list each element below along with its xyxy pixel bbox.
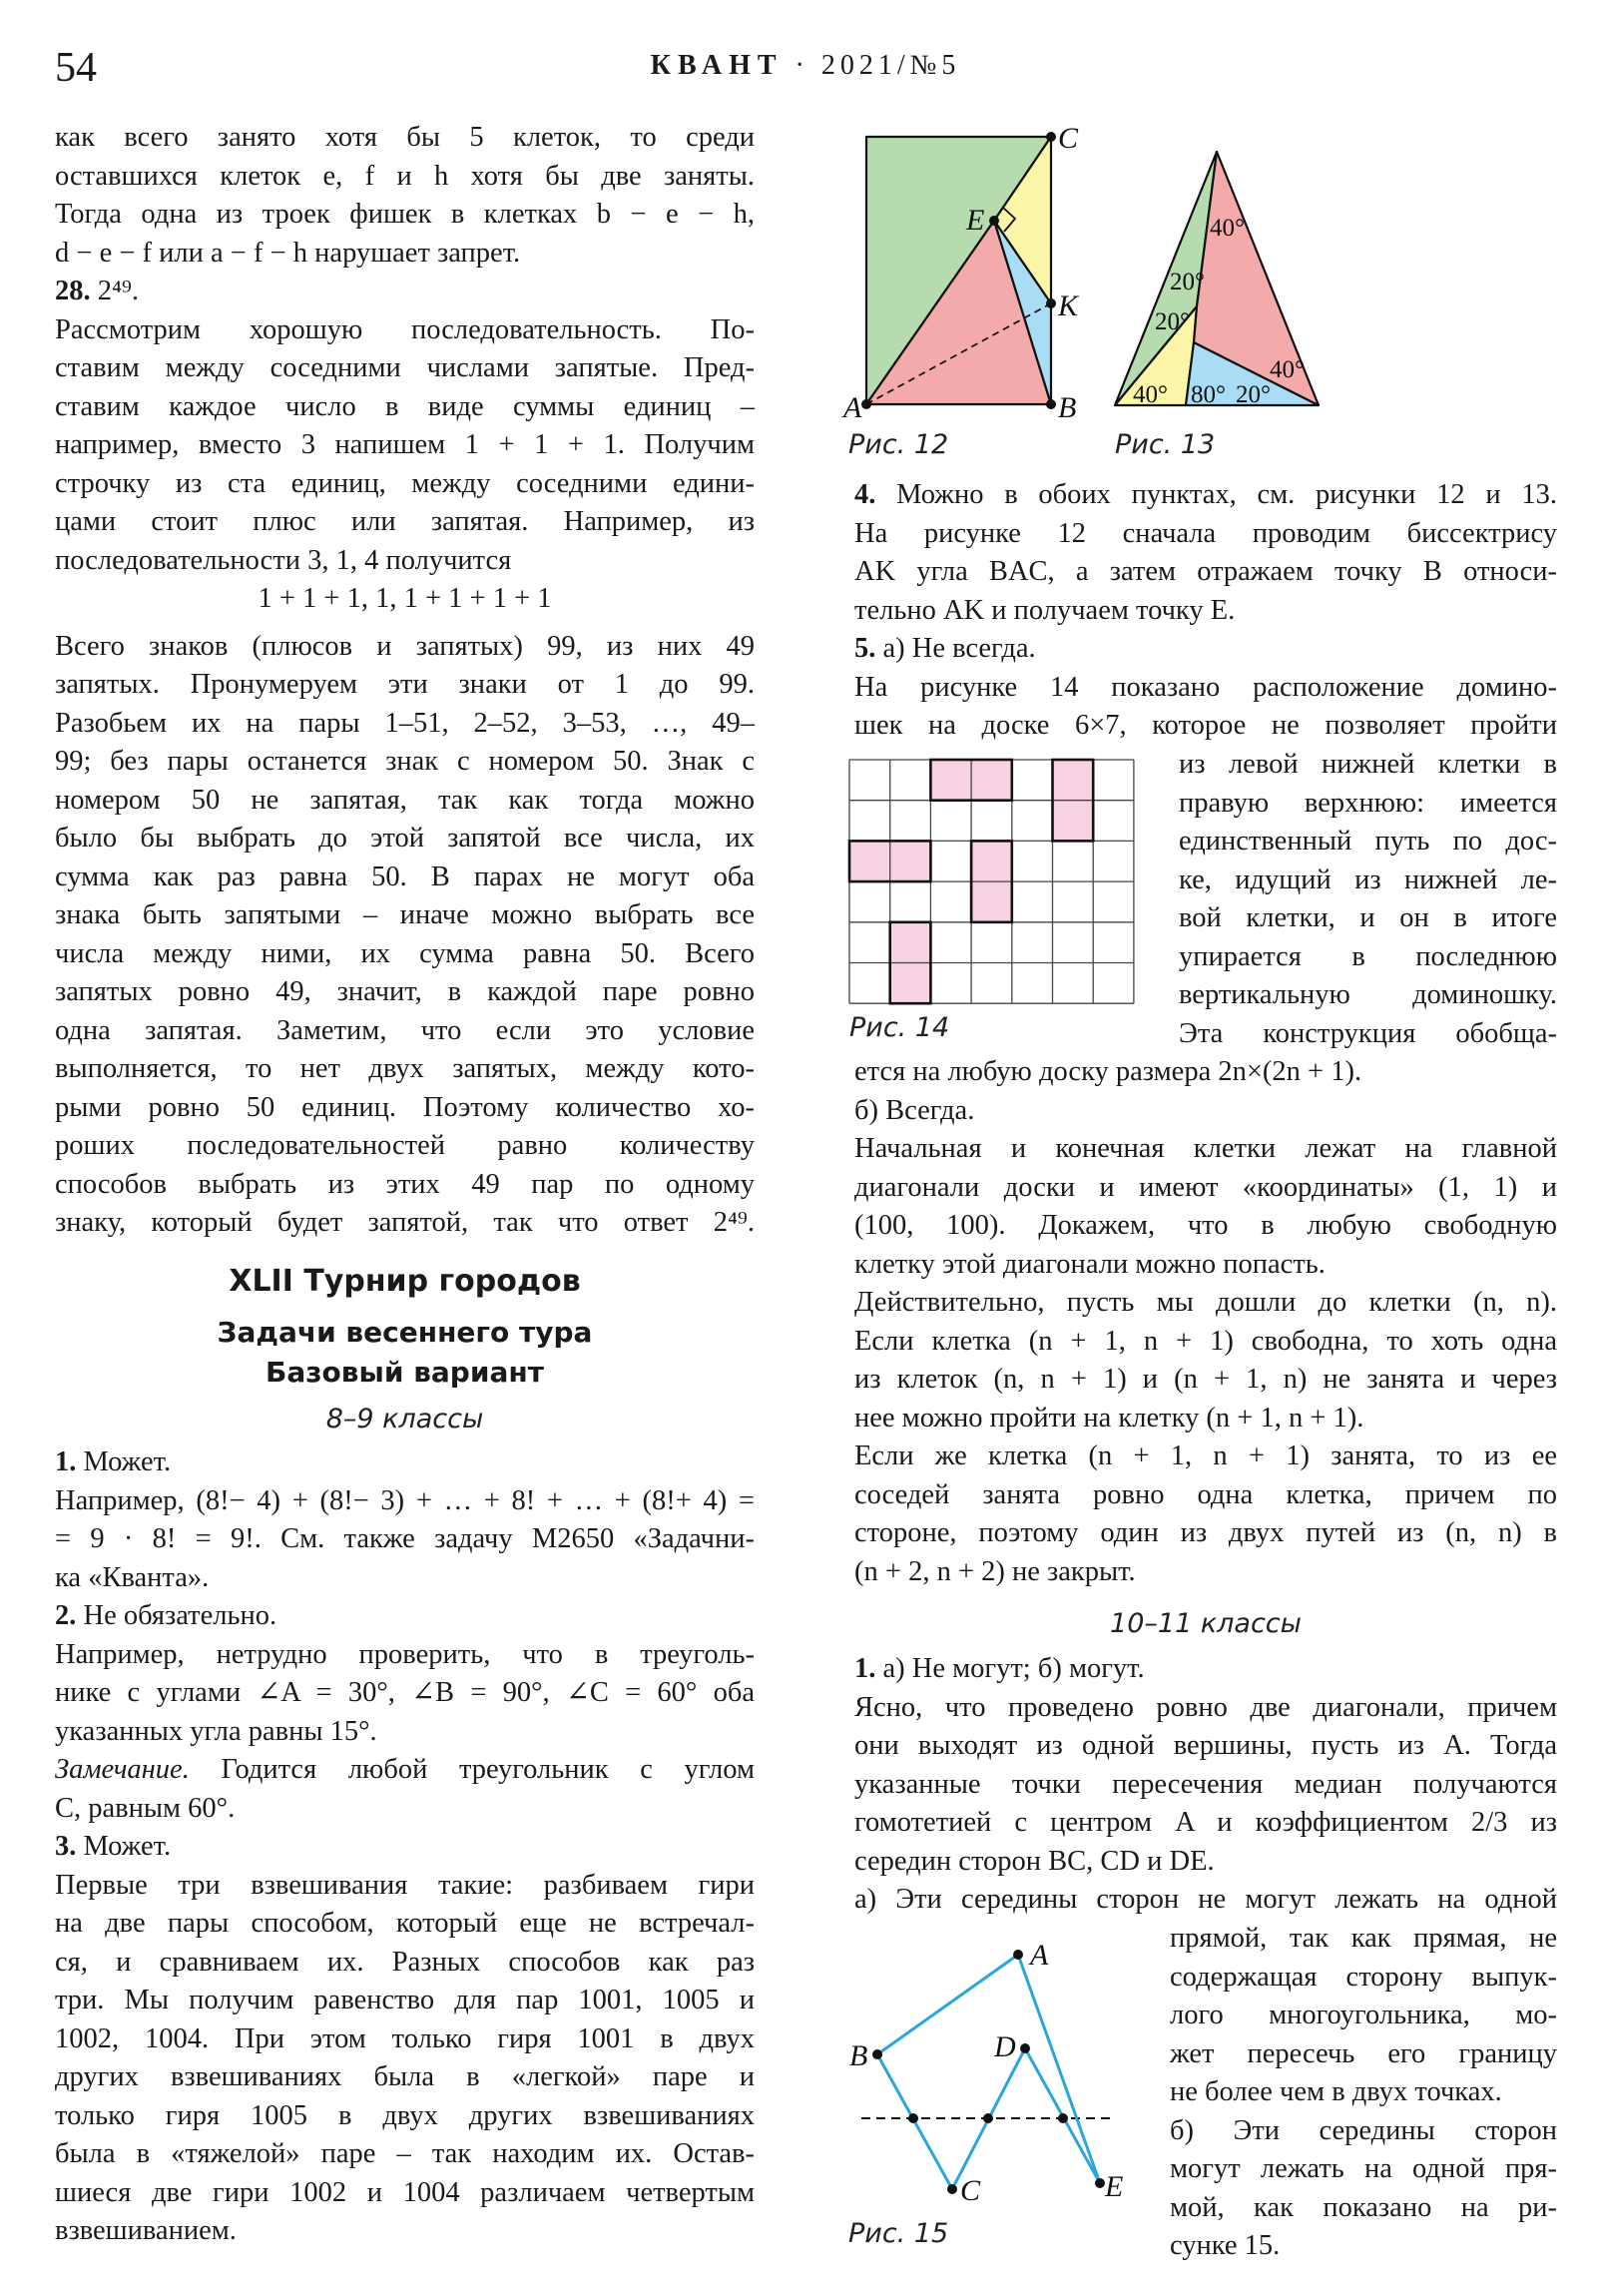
line-text: диагонали доски и имеют «координаты» (1, 1) и <box>854 1171 1557 1203</box>
fig15-polygon <box>877 1955 1100 2189</box>
line-text: нике с углами ∠A = 30°, ∠B = 90°, ∠C = 60° оба <box>55 1677 755 1708</box>
magazine-name: КВАНТ <box>650 50 784 81</box>
item-number: 1. <box>854 1653 876 1684</box>
line-text: клетку этой диагонали можно попасть. <box>854 1248 1326 1280</box>
line-text: C, равным 60°. <box>55 1792 236 1824</box>
line-text: а) Не могут; б) могут. <box>875 1653 1145 1684</box>
line-text: правую верхнюю: имеется <box>1179 787 1557 819</box>
line-text: знака быть запятыми – иначе можно выбрать все <box>55 899 755 930</box>
line-text: последовательности 3, 1, 4 получится <box>55 544 512 576</box>
line-text: б) Эти середины сторон <box>1170 2114 1557 2146</box>
figure-15 <box>849 1939 1123 2207</box>
line-text: цами стоит плюс или запятая. Например, из <box>55 506 755 537</box>
point-b <box>872 2049 882 2059</box>
line-text: упирается в последнюю <box>1179 940 1557 972</box>
line-text: На рисунке 14 показано расположение домино- <box>854 671 1557 703</box>
item-number: 1. <box>55 1446 77 1477</box>
line-text: оставшихся клеток e, f и h хотя бы две заняты. <box>55 160 755 192</box>
item-number: 28. <box>55 276 91 306</box>
line-text: На рисунке 12 сначала проводим биссектрису <box>854 517 1557 549</box>
line-text: Если же клетка (n + 1, n + 1) занята, то из ее <box>854 1440 1557 1471</box>
issue-number: · 2021/№5 <box>795 50 961 81</box>
line-text: ставим между соседними числами запятые. Пред- <box>55 352 755 383</box>
line-text: Действительно, пусть мы дошли до клетки (n, n). <box>854 1287 1557 1318</box>
line-text: а) Эти середины сторон не могут лежать на одной <box>854 1884 1557 1915</box>
line-text: AK угла BAC, а затем отражаем точку B относи- <box>854 556 1557 587</box>
label-a: A <box>843 391 862 424</box>
line-text: вертикальную доминошку. <box>1179 979 1557 1010</box>
line-text: Разобьем их на пары 1–51, 2–52, 3–53, …, 49– <box>55 707 755 739</box>
midpoint-dot <box>908 2113 918 2123</box>
line-text: гомотетией с центром A и коэффициентом 2/3 из <box>854 1807 1557 1838</box>
figure-13-caption: Рис. 13 <box>1115 429 1216 460</box>
label-e: E <box>966 204 985 237</box>
point-c <box>1046 132 1056 142</box>
remark-label: Замечание. <box>55 1754 190 1785</box>
line-text: запятых ровно 49, значит, в каждой паре ровно <box>55 976 755 1007</box>
label-b: B <box>849 2039 868 2072</box>
line-text: из левой нижней клетки в <box>1179 749 1557 780</box>
line-text: d − e − f или a − f − h нарушает запрет. <box>55 237 521 269</box>
label-e: E <box>1105 2170 1124 2203</box>
line-text: способов выбрать из этих 49 пар по одному <box>55 1168 755 1200</box>
line-text: Ясно, что проведено ровно две диагонали, причем <box>854 1691 1557 1723</box>
item-number: 5. <box>854 633 876 664</box>
line-text: из клеток (n, n + 1) и (n + 1, n) не занята и через <box>854 1364 1557 1395</box>
line-text: = 9 · 8! = 9!. См. также задачу М2650 «Задачни- <box>55 1523 755 1554</box>
section-title: XLII Турнир городов <box>229 1264 581 1299</box>
line-text: Первые три взвешивания такие: разбиваем гири <box>55 1869 755 1901</box>
section-variant: Базовый вариант <box>266 1356 544 1389</box>
line-text: на две пары способом, который еще не встречал- <box>55 1908 755 1939</box>
line-text: Можно в обоих пунктах, см. рисунки 12 и 13. <box>875 479 1557 510</box>
line-text: указанные точки пересечения медиан получаются <box>854 1768 1557 1800</box>
line-text: а) Не всегда. <box>875 633 1036 664</box>
figure-14-domino-board <box>849 760 1134 1003</box>
line-text: б) Всегда. <box>854 1094 975 1126</box>
line-text: середин сторон BC, CD и DE. <box>854 1845 1215 1877</box>
line-text: например, вместо 3 напишем 1 + 1 + 1. Получим <box>55 429 755 460</box>
line-text: других взвешиваниях была в «легкой» паре и <box>55 2061 755 2092</box>
line-text: числа между ними, их сумма равна 50. Всего <box>55 937 755 969</box>
line-text: ке, идущий из нижней ле- <box>1179 863 1557 895</box>
label-c: C <box>960 2174 981 2207</box>
line-text: номером 50 не запятая, так как тогда можно <box>55 784 755 816</box>
line-text: знаку, который будет запятой, так что ответ 2⁴⁹. <box>55 1207 755 1238</box>
line-text: Например, (8!− 4) + (8!− 3) + … + 8! + … + (8!+ 4) = <box>55 1484 755 1516</box>
line-text: Начальная и конечная клетки лежат на главной <box>854 1133 1557 1164</box>
angle-label: 20° <box>1170 269 1205 295</box>
point-c <box>947 2184 957 2194</box>
angle-label: 20° <box>1236 381 1271 408</box>
line-text: нее можно пройти на клетку (n + 1, n + 1). <box>854 1402 1364 1434</box>
label-a: A <box>1030 1939 1049 1972</box>
line-text: запятых. Пронумеруем эти знаки от 1 до 99. <box>55 669 755 700</box>
line-text: ся, и сравниваем их. Разных способов как раз <box>55 1946 755 1978</box>
angle-label: 40° <box>1210 215 1245 242</box>
line-text: соседей занята ровно одна клетка, причем по <box>854 1478 1557 1510</box>
line-text: как всего занято хотя бы 5 клеток, то среди <box>55 122 755 153</box>
line-text: (n + 2, n + 2) не закрыт. <box>854 1555 1136 1587</box>
line-text: прямой, так как прямая, не <box>1170 1923 1557 1954</box>
point-a <box>1013 1950 1023 1960</box>
line-text: 99; без пары останется знак с номером 50. Знак с <box>55 746 755 777</box>
line-text: Если клетка (n + 1, n + 1) свободна, то хоть одна <box>854 1325 1557 1357</box>
line-text: шиеся две гири 1002 и 1004 различаем четвертым <box>55 2176 755 2208</box>
line-text: 1002, 1004. При этом только гиря 1001 в двух <box>55 2022 755 2054</box>
line-text: не более чем в двух точках. <box>1170 2076 1502 2107</box>
label-b: B <box>1058 391 1077 424</box>
line-text: выполняется, то нет двух запятых, между кото- <box>55 1053 755 1084</box>
line-text: Например, нетрудно проверить, что в треуголь- <box>55 1638 755 1670</box>
item-number: 3. <box>55 1831 77 1862</box>
line-text: жет пересечь его границу <box>1170 2037 1557 2069</box>
line-text: ка «Кванта». <box>55 1561 210 1593</box>
figure-13 <box>1115 152 1319 408</box>
midpoint-dot <box>983 2113 993 2123</box>
point-e <box>989 216 999 226</box>
line-text: рыми ровно 50 единиц. Поэтому количество хо- <box>55 1091 755 1123</box>
line-text: содержащая сторону выпук- <box>1170 1961 1557 1993</box>
line-text: Рассмотрим хорошую последовательность. По- <box>55 313 755 345</box>
line-text: лого многоугольника, мо- <box>1170 2000 1557 2030</box>
point-e <box>1095 2178 1105 2188</box>
line-text: Годится любой треугольник с углом <box>189 1754 755 1785</box>
line-text: Всего знаков (плюсов и запятых) 99, из них 49 <box>55 630 755 662</box>
figure-12 <box>841 122 1080 424</box>
line-text: три. Мы получим равенство для пар 1001, 1005 и <box>55 1985 755 2015</box>
line-text: ется на любую доску размера 2n×(2n + 1). <box>854 1056 1362 1087</box>
figure-14-caption: Рис. 14 <box>849 1012 950 1043</box>
line-text: одна запятая. Заметим, что если это условие <box>55 1014 755 1046</box>
line-text: Не обязательно. <box>76 1600 277 1631</box>
line-text: роших последовательностей равно количеству <box>55 1130 755 1161</box>
line-text: шек на доске 6×7, которое не позволяет пройти <box>854 710 1557 741</box>
point-b <box>1046 399 1056 409</box>
line-text: ставим каждое число в виде суммы единиц – <box>55 390 755 422</box>
point-d <box>1020 2043 1030 2053</box>
midpoint-dot <box>1058 2113 1068 2123</box>
line-text: сумма как раз равна 50. В парах не могут оба <box>55 861 755 892</box>
line-text: единственный путь по дос- <box>1179 826 1557 857</box>
line-text: могут лежать на одной пря- <box>1170 2153 1557 2184</box>
item-number: 2. <box>55 1600 77 1631</box>
label-k: K <box>1058 289 1079 322</box>
line-text: указанных угла равны 15°. <box>55 1715 377 1747</box>
page-number: 54 <box>55 45 97 91</box>
label-d: D <box>994 2030 1016 2063</box>
figure-12-caption: Рис. 12 <box>848 429 949 460</box>
line-text: Эта конструкция обобща- <box>1179 1017 1557 1049</box>
line-text: стороне, поэтому один из двух путей из (n, n) в <box>854 1517 1557 1548</box>
line-text: Тогда одна из троек фишек в клетках b − e − h, <box>55 199 755 230</box>
line-text: была в «тяжелой» паре – так находим их. Остав- <box>55 2138 755 2169</box>
line-text: тельно AK и получаем точку E. <box>854 594 1236 626</box>
label-c: C <box>1058 122 1079 155</box>
line-text: сунке 15. <box>1170 2230 1281 2261</box>
point-k <box>1046 298 1056 308</box>
line-text: было бы выбрать до этой запятой все числа, их <box>55 823 755 854</box>
line-text: Может. <box>76 1446 172 1477</box>
point-a <box>861 399 871 409</box>
grade-heading-10-11: 10–11 классы <box>1110 1608 1302 1639</box>
item-number: 4. <box>854 479 876 510</box>
line-text: мой, как показано на ри- <box>1170 2191 1557 2223</box>
angle-label: 40° <box>1133 381 1168 408</box>
line-text: 2⁴⁹. <box>90 276 139 306</box>
angle-label: 80° <box>1191 381 1226 408</box>
line-text: взвешиванием. <box>55 2215 237 2246</box>
line-text: строчку из ста единиц, между соседними едини- <box>55 467 755 499</box>
line-text: вой клетки, и он в итоге <box>1179 902 1557 933</box>
line-text: Может. <box>76 1831 172 1862</box>
line-text: 1 + 1 + 1, 1, 1 + 1 + 1 + 1 <box>258 583 552 614</box>
grade-heading-8-9: 8–9 классы <box>325 1404 484 1435</box>
angle-label: 20° <box>1155 308 1190 335</box>
angle-label: 40° <box>1270 356 1305 383</box>
section-subtitle: Задачи весеннего тура <box>217 1316 593 1349</box>
line-text: они выходят из одной вершины, пусть из A. Тогда <box>854 1730 1557 1761</box>
figure-15-caption: Рис. 15 <box>848 2218 949 2249</box>
line-text: (100, 100). Докажем, что в любую свободную <box>854 1210 1557 1241</box>
line-text: только гиря 1005 в двух других взвешиваниях <box>55 2099 755 2131</box>
